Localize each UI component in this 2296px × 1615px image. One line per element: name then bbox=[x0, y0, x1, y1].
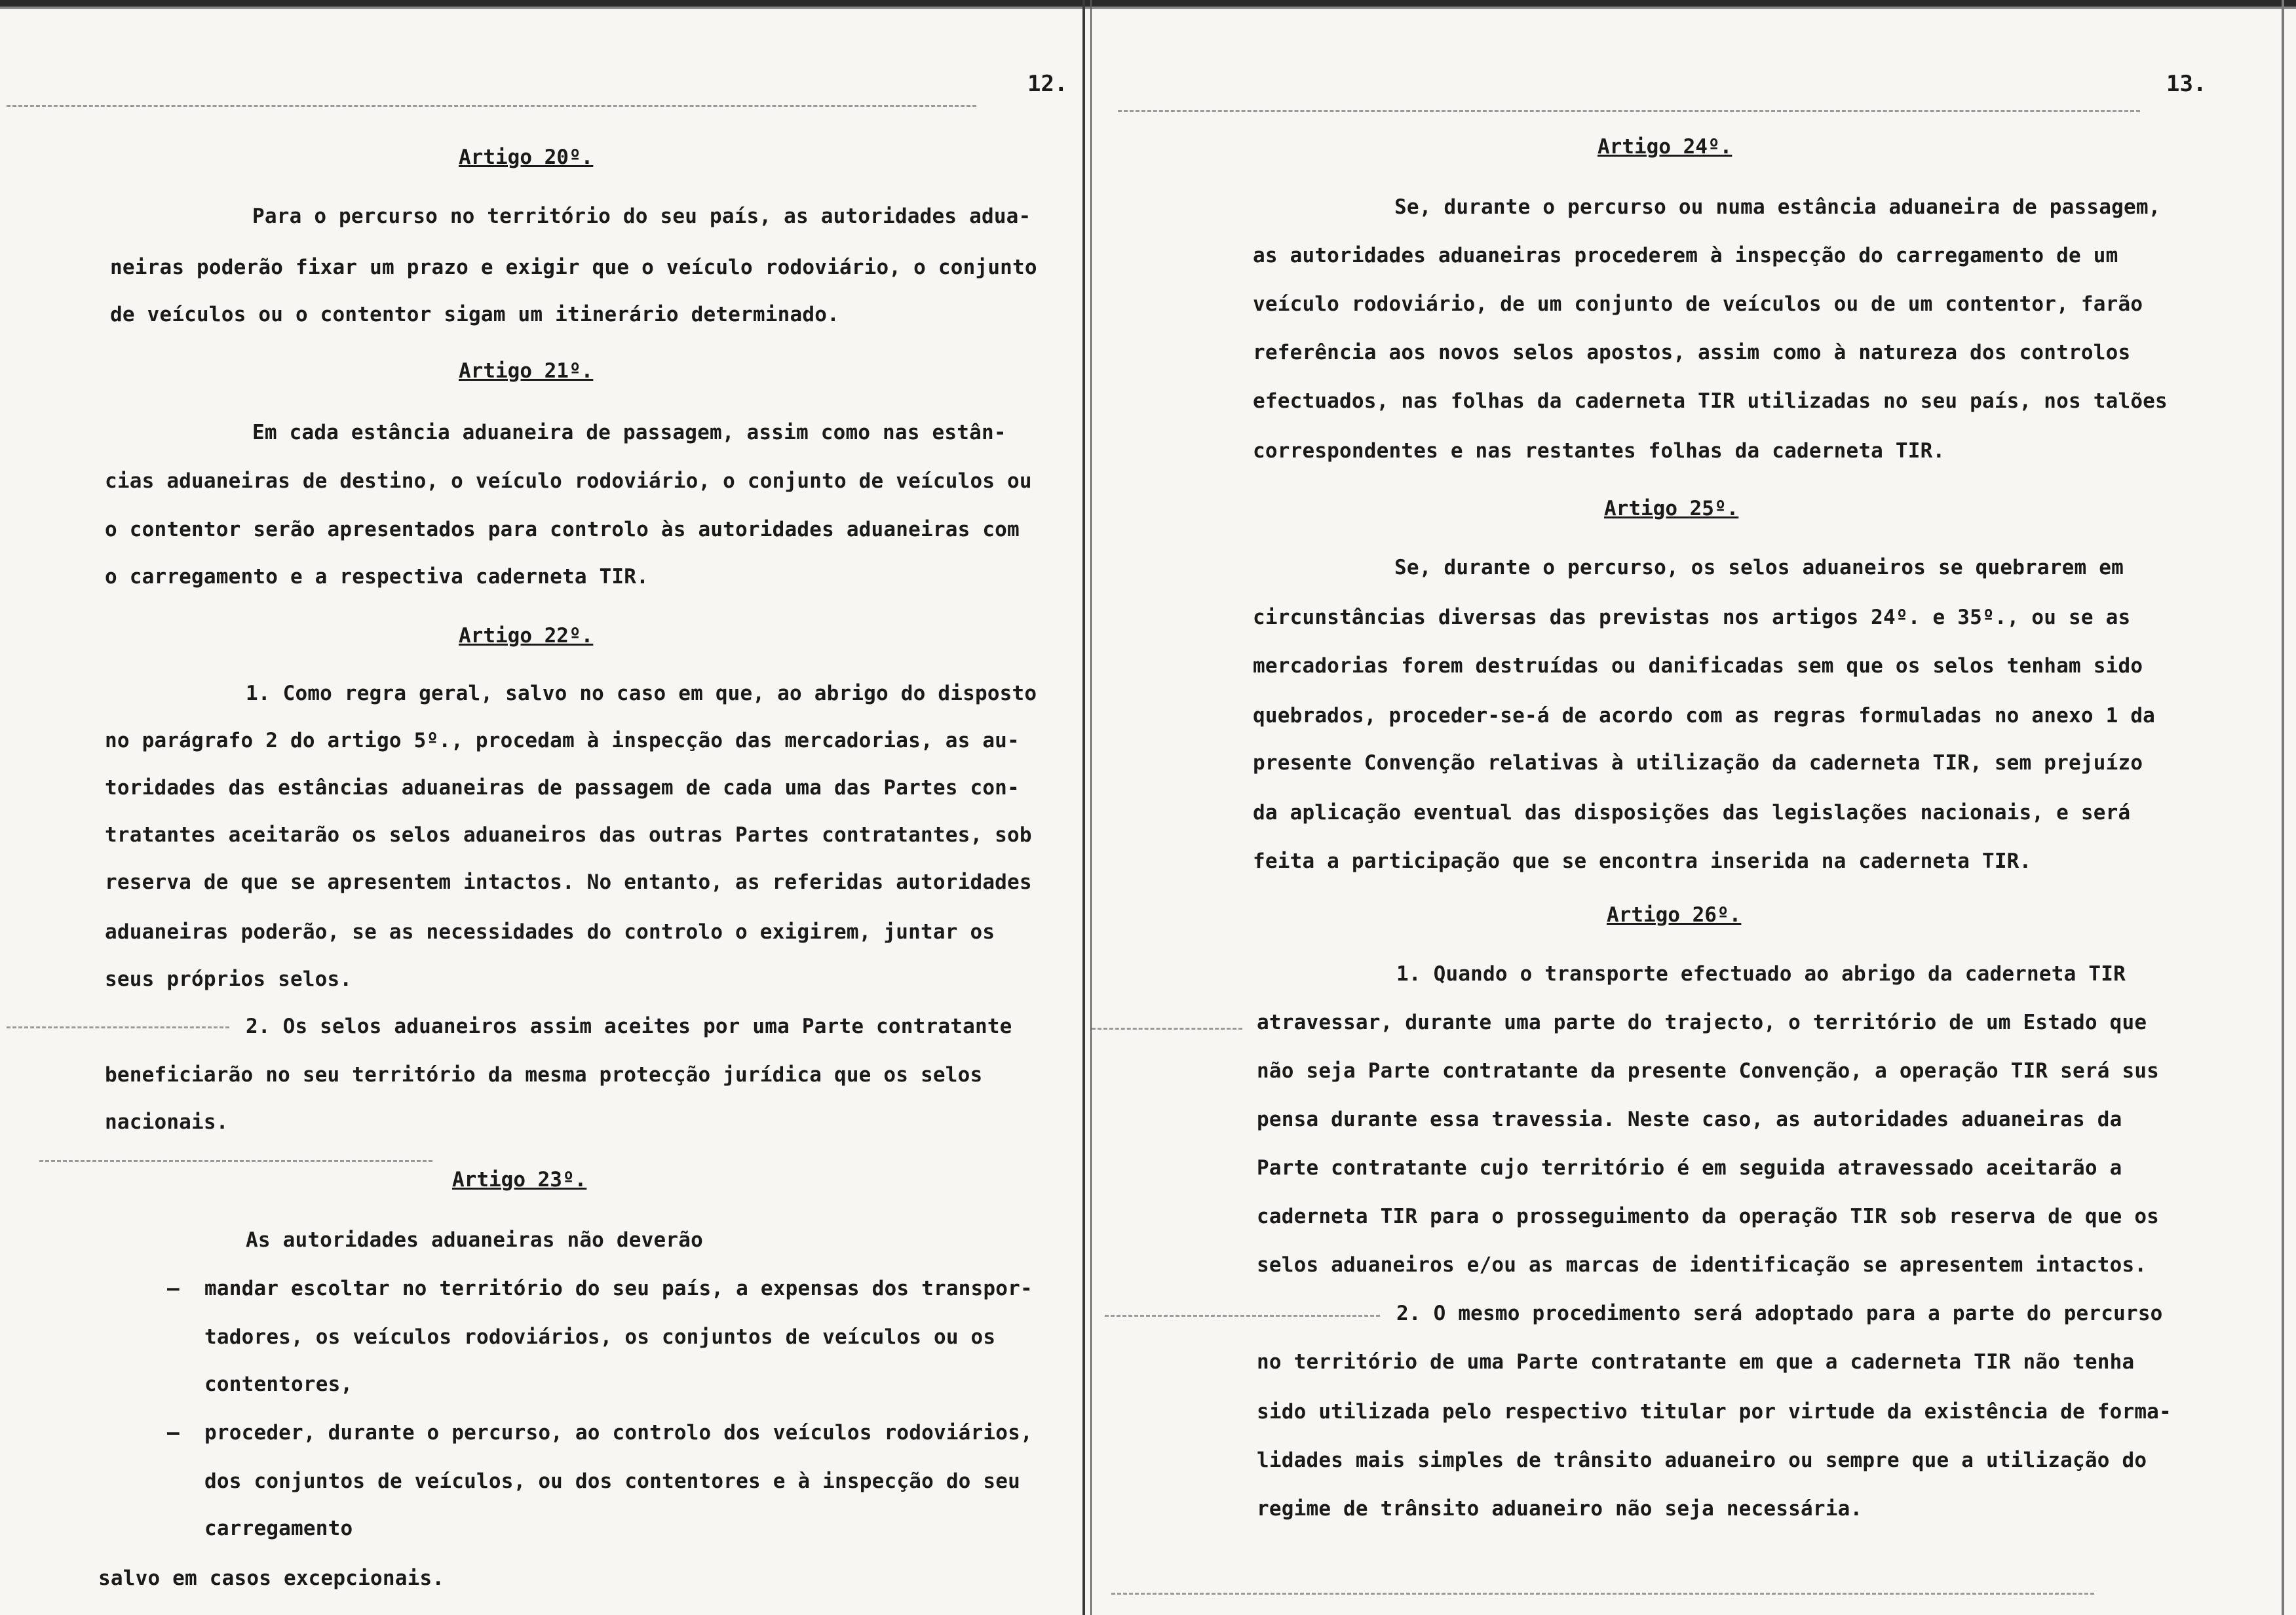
text-line: referência aos novos selos apostos, assim como à natureza dos controlos bbox=[1253, 341, 2131, 364]
scan-noise-line bbox=[7, 1026, 229, 1028]
text-line: feita a participação que se encontra inserida na caderneta TIR. bbox=[1253, 849, 2032, 873]
text-line: Em cada estância aduaneira de passagem, assim como nas estân- bbox=[252, 421, 1006, 444]
text-line: caderneta TIR para o prosseguimento da operação TIR sob reserva de que os bbox=[1257, 1205, 2160, 1228]
text-line: quebrados, proceder-se-á de acordo com as regras formuladas no anexo 1 da bbox=[1253, 704, 2156, 728]
text-line: no parágrafo 2 do artigo 5º., procedam à inspecção das mercadorias, as au- bbox=[105, 729, 1020, 752]
page-number: 13. bbox=[2166, 71, 2207, 97]
page-number: 12. bbox=[1027, 71, 1068, 97]
text-line: contentores, bbox=[204, 1372, 353, 1396]
bullet-dash: — bbox=[167, 1277, 180, 1300]
text-line: 1. Quando o transporte efectuado ao abrigo da caderneta TIR bbox=[1396, 962, 2126, 986]
article-title: Artigo 26º. bbox=[1607, 903, 1742, 927]
text-line: toridades das estâncias aduaneiras de passagem de cada uma das Partes con- bbox=[105, 776, 1020, 800]
text-line: mercadorias forem destruídas ou danificadas sem que os selos tenham sido bbox=[1253, 654, 2143, 678]
text-line: 2. O mesmo procedimento será adoptado para a parte do percurso bbox=[1396, 1302, 2163, 1325]
article-title: Artigo 24º. bbox=[1598, 135, 1732, 159]
article-title: Artigo 25º. bbox=[1604, 497, 1739, 520]
text-line: Se, durante o percurso ou numa estância aduaneira de passagem, bbox=[1394, 195, 2161, 219]
text-line: 2. Os selos aduaneiros assim aceites por uma Parte contratante bbox=[246, 1015, 1012, 1038]
text-line: atravessar, durante uma parte do trajecto, o território de um Estado que bbox=[1257, 1011, 2147, 1034]
text-line: As autoridades aduaneiras não deverão bbox=[246, 1228, 703, 1252]
text-line: cias aduaneiras de destino, o veículo rodoviário, o conjunto de veículos ou bbox=[105, 469, 1032, 493]
article-title: Artigo 22º. bbox=[459, 624, 594, 648]
scan-noise-line bbox=[1105, 1315, 1380, 1317]
text-line: correspondentes e nas restantes folhas da caderneta TIR. bbox=[1253, 439, 1945, 463]
scan-noise-line bbox=[1111, 1593, 2094, 1595]
text-line: tadores, os veículos rodoviários, os conjuntos de veículos ou os bbox=[204, 1325, 996, 1349]
text-line: veículo rodoviário, de um conjunto de veículos ou de um contentor, farão bbox=[1253, 292, 2143, 316]
text-line: carregamento bbox=[204, 1517, 353, 1540]
text-line: lidades mais simples de trânsito aduaneiro ou sempre que a utilização do bbox=[1257, 1449, 2147, 1472]
text-line: de veículos ou o contentor sigam um itinerário determinado. bbox=[110, 303, 839, 326]
scan-right-edge bbox=[2282, 0, 2284, 1615]
text-line: selos aduaneiros e/ou as marcas de identificação se apresentem intactos. bbox=[1257, 1253, 2147, 1277]
text-line: regime de trânsito aduaneiro não seja necessária. bbox=[1257, 1497, 1863, 1521]
text-line: tratantes aceitarão os selos aduaneiros das outras Partes contratantes, sob bbox=[105, 823, 1032, 847]
text-line: efectuados, nas folhas da caderneta TIR utilizadas no seu país, nos talões bbox=[1253, 389, 2168, 413]
text-line: aduaneiras poderão, se as necessidades do controlo o exigirem, juntar os bbox=[105, 920, 995, 944]
bullet-dash: — bbox=[167, 1421, 180, 1445]
text-line: sido utilizada pelo respectivo titular por virtude da existência de forma- bbox=[1257, 1400, 2172, 1424]
text-line: pensa durante essa travessia. Neste caso, as autoridades aduaneiras da bbox=[1257, 1108, 2122, 1131]
left-page bbox=[0, 0, 1082, 1615]
text-line: não seja Parte contratante da presente Convenção, a operação TIR será sus bbox=[1257, 1059, 2160, 1083]
text-line: Se, durante o percurso, os selos aduaneiros se quebrarem em bbox=[1394, 556, 2124, 579]
text-line: o carregamento e a respectiva caderneta TIR. bbox=[105, 565, 649, 589]
text-line: o contentor serão apresentados para controlo às autoridades aduaneiras com bbox=[105, 518, 1020, 541]
text-line: presente Convenção relativas à utilização da caderneta TIR, sem prejuízo bbox=[1253, 751, 2143, 775]
text-line: Parte contratante cujo território é em seguida atravessado aceitarão a bbox=[1257, 1156, 2122, 1180]
page-fold-line bbox=[1082, 0, 1085, 1615]
article-title: Artigo 23º. bbox=[452, 1168, 587, 1192]
text-line: as autoridades aduaneiras procederem à inspecção do carregamento de um bbox=[1253, 244, 2118, 267]
text-line: Para o percurso no território do seu país, as autoridades adua- bbox=[252, 204, 1031, 228]
scan-noise-line bbox=[7, 105, 976, 107]
text-line: 1. Como regra geral, salvo no caso em que, ao abrigo do disposto bbox=[246, 682, 1037, 705]
article-title: Artigo 20º. bbox=[459, 146, 594, 169]
text-line: neiras poderão fixar um prazo e exigir que o veículo rodoviário, o conjunto bbox=[110, 256, 1037, 279]
text-line: mandar escoltar no território do seu país, a expensas dos transpor- bbox=[204, 1277, 1033, 1300]
text-line: nacionais. bbox=[105, 1110, 229, 1134]
text-line: salvo em casos excepcionais. bbox=[98, 1566, 445, 1590]
text-line: proceder, durante o percurso, ao controlo dos veículos rodoviários, bbox=[204, 1421, 1033, 1445]
article-title: Artigo 21º. bbox=[459, 359, 594, 383]
text-line: beneficiarão no seu território da mesma protecção jurídica que os selos bbox=[105, 1063, 983, 1087]
text-line: da aplicação eventual das disposições das legislações nacionais, e será bbox=[1253, 801, 2131, 825]
scan-noise-line bbox=[1118, 110, 2140, 112]
text-line: seus próprios selos. bbox=[105, 967, 353, 991]
scan-noise-line bbox=[39, 1160, 432, 1162]
scan-noise-line bbox=[1092, 1028, 1242, 1030]
text-line: no território de uma Parte contratante em que a caderneta TIR não tenha bbox=[1257, 1350, 2135, 1374]
text-line: reserva de que se apresentem intactos. No entanto, as referidas autoridades bbox=[105, 870, 1032, 894]
right-page bbox=[1092, 0, 2282, 1615]
text-line: dos conjuntos de veículos, ou dos contentores e à inspecção do seu bbox=[204, 1469, 1020, 1493]
text-line: circunstâncias diversas das previstas nos artigos 24º. e 35º., ou se as bbox=[1253, 606, 2131, 629]
